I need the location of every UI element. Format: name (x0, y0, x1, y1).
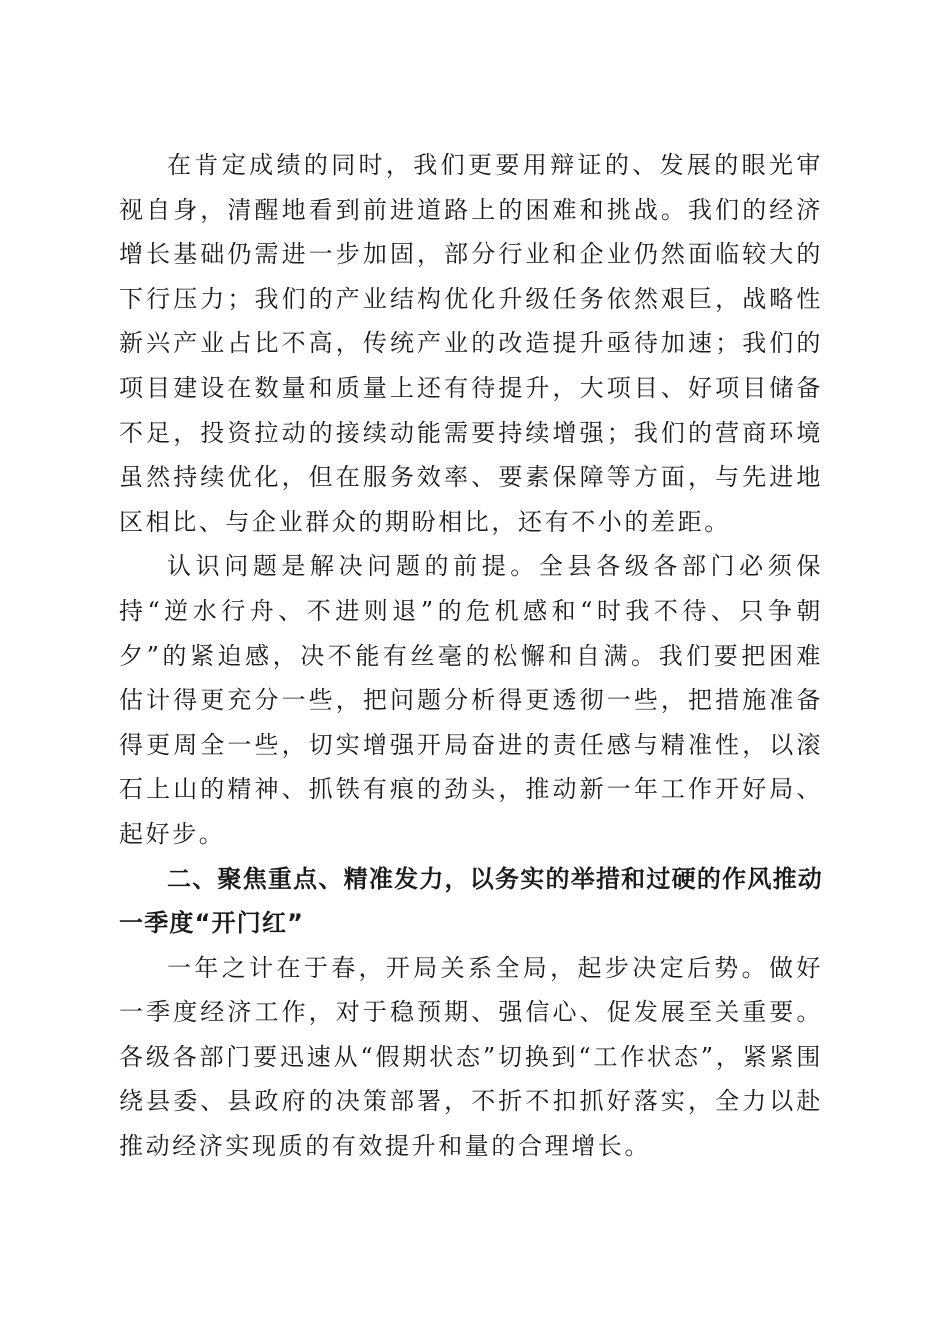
paragraph-first-quarter: 一年之计在于春，开局关系全局，起步决定后势。做好一季度经济工作，对于稳预期、强信心、促发展至关重要。各级各部门要迅速从“假期状态”切换到“工作状态”，紧紧围绕县委、县政府的决策部署，不折不扣抓好落实，全力以赴推动经济实现质的有效提升和量的合理增长。 (119, 953, 823, 1161)
document-body (119, 143, 823, 1169)
paragraph-recognize-problems: 认识问题是解决问题的前提。全县各级各部门必须保持“逆水行舟、不进则退”的危机感和“时我不待、只争朝夕”的紧迫感，决不能有丝毫的松懈和自满。我们要把困难估计得更充分一些，把问题分析得更透彻一些，把措施准备得更周全一些，切实增强开局奋进的责任感与精准性，以滚石上山的精神、抓铁有痕的劲头，推动新一年工作开好局、起好步。 (119, 552, 823, 848)
paragraph-challenges: 在肯定成绩的同时，我们更要用辩证的、发展的眼光审视自身，清醒地看到前进道路上的困难和挑战。我们的经济增长基础仍需进一步加固，部分行业和企业仍然面临较大的下行压力；我们的产业结构优化升级任务依然艰巨，战略性新兴产业占比不高，传统产业的改造提升亟待加速；我们的项目建设在数量和质量上还有待提升，大项目、好项目储备不足，投资拉动的接续动能需要持续增强；我们的营商环境虽然持续优化，但在服务效率、要素保障等方面，与先进地区相比、与企业群众的期盼相比，还有不小的差距。 (119, 151, 823, 536)
section-heading: 二、聚焦重点、精准发力，以务实的举措和过硬的作风推动一季度“开门红” (119, 864, 823, 938)
